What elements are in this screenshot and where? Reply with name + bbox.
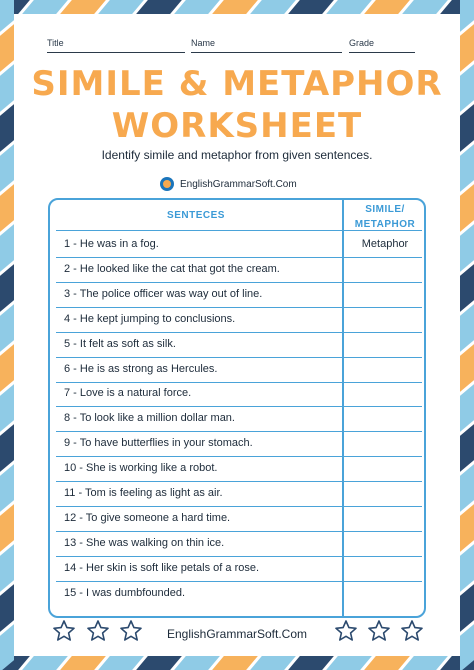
column-header-sentences: SENTECES xyxy=(167,210,225,221)
worksheet-title-line1: SIMILE & METAPHOR xyxy=(31,64,443,104)
sentence-text: 13 - She was walking on thin ice. xyxy=(64,536,225,549)
table-row xyxy=(50,433,426,457)
row-divider xyxy=(56,282,422,283)
star-icon xyxy=(400,619,424,643)
star-icon xyxy=(334,619,358,643)
sentence-text: 8 - To look like a million dollar man. xyxy=(64,412,235,425)
name-field[interactable] xyxy=(191,38,215,48)
striped-border-bottom xyxy=(0,656,474,670)
column-header-answer-line1: SIMILE/ xyxy=(365,204,405,215)
table-row xyxy=(50,359,426,383)
sentence-text: 14 - Her skin is soft like petals of a rose. xyxy=(64,561,260,574)
title-field[interactable] xyxy=(47,38,64,48)
sentence-text: 11 - Tom is feeling as light as air. xyxy=(64,487,223,499)
sentence-text: 15 - I was dumbfounded. xyxy=(64,586,186,599)
row-divider xyxy=(56,531,422,532)
table-row xyxy=(50,383,426,407)
name-field-line xyxy=(191,52,342,53)
row-divider xyxy=(56,382,422,383)
title-field-label: Title xyxy=(47,38,64,48)
striped-border-top xyxy=(0,0,474,14)
row-divider xyxy=(56,406,422,407)
grade-field[interactable] xyxy=(349,38,374,48)
striped-border-left xyxy=(0,0,14,670)
footer xyxy=(14,619,460,649)
worksheet-content xyxy=(14,14,460,656)
column-header-answer-line2: METAPHOR xyxy=(354,219,416,230)
header-divider xyxy=(56,230,422,231)
table-row xyxy=(50,334,426,358)
name-field-label: Name xyxy=(191,38,216,48)
title-field-line xyxy=(47,52,185,53)
row-divider xyxy=(56,581,422,582)
row-divider xyxy=(56,257,422,258)
table-row xyxy=(50,284,426,308)
row-divider xyxy=(56,506,422,507)
table-row xyxy=(50,483,426,507)
column-header-answer xyxy=(344,202,426,232)
table-row xyxy=(50,508,426,532)
sentence-text: 5 - It felt as soft as silk. xyxy=(64,337,176,350)
sentence-text: 3 - The police officer was way out of line. xyxy=(64,287,263,300)
row-divider xyxy=(56,332,422,333)
table-row xyxy=(50,558,426,582)
sentence-text: 9 - To have butterflies in your stomach. xyxy=(64,437,253,450)
table-row xyxy=(50,408,426,432)
row-divider xyxy=(56,357,422,358)
row-divider xyxy=(56,456,422,457)
table-row xyxy=(50,234,426,258)
sentence-text: 2 - He looked like the cat that got the cream. xyxy=(64,262,280,275)
table-row xyxy=(50,309,426,333)
table-row xyxy=(50,583,426,607)
site-name-top: EnglishGrammarSoft.Com xyxy=(180,178,297,190)
site-name-bottom: EnglishGrammarSoft.Com xyxy=(166,627,308,641)
sentence-text: 4 - He kept jumping to conclusions. xyxy=(64,312,236,325)
row-divider xyxy=(56,307,422,308)
site-logo-icon xyxy=(160,177,174,191)
instruction-text: Identify simile and metaphor from given sentences. xyxy=(101,148,373,162)
row-divider xyxy=(56,556,422,557)
grade-field-label: Grade xyxy=(349,38,375,48)
worksheet-title-line2: WORKSHEET xyxy=(111,106,363,146)
row-divider xyxy=(56,431,422,432)
grade-field-line xyxy=(349,52,415,53)
sentence-text: 12 - To give someone a hard time. xyxy=(64,511,231,524)
sentence-text: 7 - Love is a natural force. xyxy=(64,387,192,400)
table-row xyxy=(50,259,426,283)
sentence-text: 10 - She is working like a robot. xyxy=(64,462,218,475)
answer-cell[interactable]: Metaphor xyxy=(361,238,409,250)
star-icon xyxy=(367,619,391,643)
exercise-table xyxy=(48,198,426,618)
table-row xyxy=(50,533,426,557)
sentence-text: 1 - He was in a fog. xyxy=(64,238,159,250)
sentence-text: 6 - He is as strong as Hercules. xyxy=(64,362,218,375)
striped-border-right xyxy=(460,0,474,670)
site-brand-top xyxy=(160,177,297,191)
row-divider xyxy=(56,481,422,482)
table-row xyxy=(50,458,426,482)
